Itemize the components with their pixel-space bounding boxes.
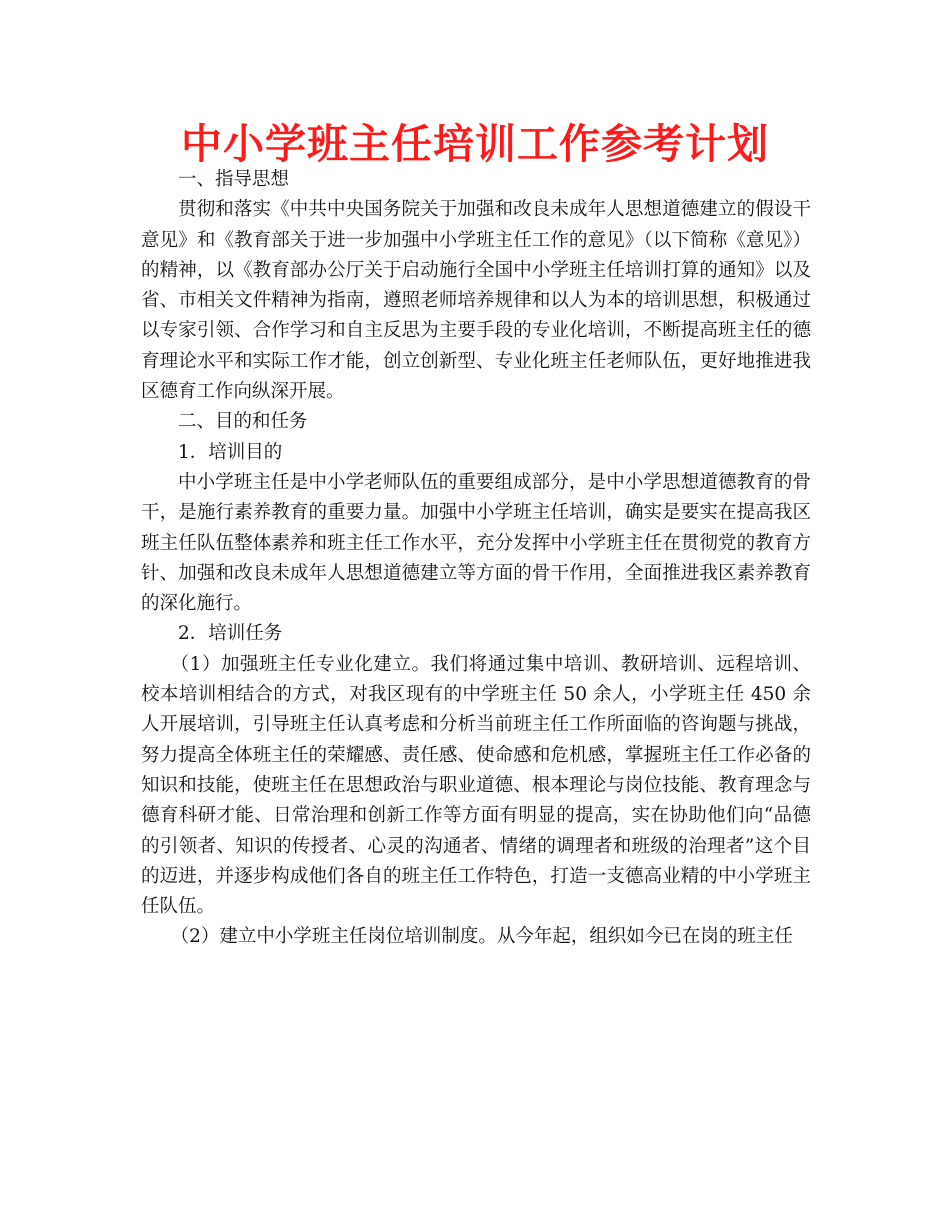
subheading-training-goal: 1．培训目的 bbox=[178, 441, 283, 463]
document-body bbox=[141, 165, 811, 953]
section-heading-goals-and-tasks: 二、目的和任务 bbox=[178, 411, 308, 433]
paragraph-training-goal: 中小学班主任是中小学老师队伍的重要组成部分，是中小学思想道德教育的骨干，是施行素养教育的重要力量。加强中小学班主任培训，确实是要实在提高我区班主任队伍整体素养和班主任工作水平，充分发挥中小学班主任在贯彻党的教育方针、加强和改良未成年人思想道德建立等方面的骨干作用，全面推进我区素养教育的深化施行。 bbox=[141, 471, 811, 615]
paragraph-task-2: （2）建立中小学班主任岗位培训制度。从今年起，组织如今已在岗的班主任 bbox=[170, 926, 793, 948]
subheading-training-tasks: 2．培训任务 bbox=[178, 623, 283, 645]
document-title: 中小学班主任培训工作参考计划 bbox=[181, 120, 769, 168]
paragraph-guiding-thought: 贯彻和落实《中共中央国务院关于加强和改良未成年人思想道德建立的假设干意见》和《教育部关于进一步加强中小学班主任工作的意见》（以下简称《意见》）的精神，以《教育部办公厅关于启动施行全国中小学班主任培训打算的通知》以及省、市相关文件精神为指南，遵照老师培养规律和以人为本的培训思想，积极通过以专家引领、合作学习和自主反思为主要手段的专业化培训，不断提高班主任的德育理论水平和实际工作才能，创立创新型、专业化班主任老师队伍，更好地推进我区德育工作向纵深开展。 bbox=[141, 199, 811, 403]
paragraph-task-1: （1）加强班主任专业化建立。我们将通过集中培训、教研培训、远程培训、校本培训相结合的方式，对我区现有的中学班主任 50 余人，小学班主任 450 余人开展培训，引导班主任认真考虑和分析当前班主任工作所面临的咨询题与挑战，努力提高全体班主任的荣耀感、责任感、使命感和危机感，掌握班主任工作必备的知识和技能，使班主任在思想政治与职业道德、根本理论与岗位技能、教育理念与德育科研才能、日常治理和创新工作等方面有明显的提高，实在协助他们向“品德的引领者、知识的传授者、心灵的沟通者、情绪的调理者和班级的治理者”这个目的迈进，并逐步构成他们各自的班主任工作特色，打造一支德高业精的中小学班主任队伍。 bbox=[141, 653, 811, 918]
section-heading-guiding-thought: 一、指导思想 bbox=[178, 169, 290, 190]
